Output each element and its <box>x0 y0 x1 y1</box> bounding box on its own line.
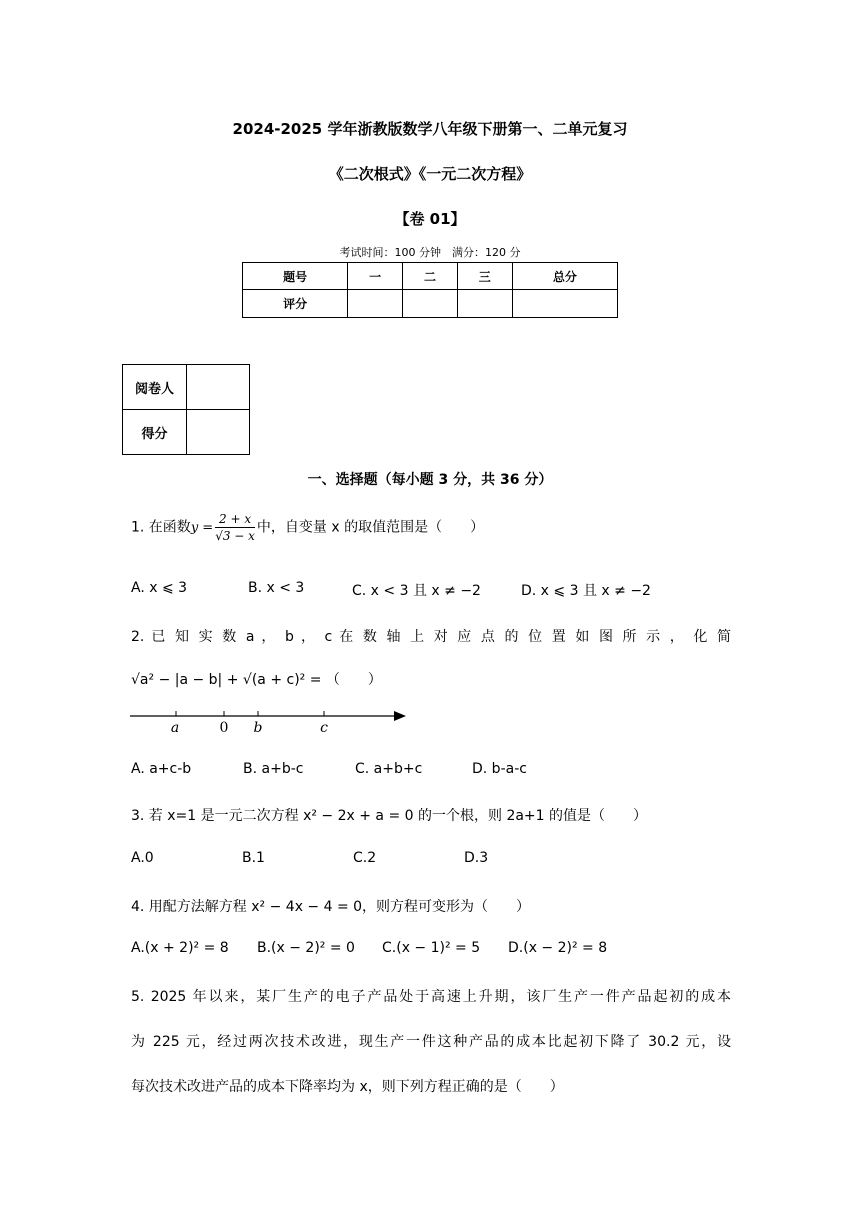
q2-option-c: C. a+b+c <box>355 761 423 777</box>
q1-option-d: D. x ⩽ 3 且 x ≠ −2 <box>521 583 651 599</box>
q2-options <box>0 761 860 783</box>
q2-line1: 2. 已 知 实 数 a ， b ， c 在 数 轴 上 对 应 点 的 位 置 如 图 所 示 ， 化 简 <box>131 629 731 645</box>
q5-line1: 5. 2025 年以来，某厂生产的电子产品处于高速上升期，该厂生产一件产品起初的成本 <box>131 989 731 1005</box>
q4-option-a: A.(x + 2)² = 8 <box>131 940 229 956</box>
score-table-row-label: 评分 <box>243 290 348 318</box>
label-0: 0 <box>219 720 229 736</box>
score-cell <box>403 290 458 318</box>
q4-options <box>0 940 860 962</box>
q1-prefix: 1. 在函数 <box>131 519 191 536</box>
exam-title-line1: 2024-2025 学年浙教版数学八年级下册第一、二单元复习 <box>232 120 628 138</box>
score-table-header: 一 <box>348 263 403 290</box>
label-b: b <box>253 720 263 736</box>
section1-heading: 一、选择题（每小题 3 分，共 36 分） <box>307 472 553 488</box>
q1-y-eq: y = <box>190 520 214 536</box>
q3-option-a: A.0 <box>131 850 154 866</box>
grader-cell <box>187 365 250 410</box>
q3-option-d: D.3 <box>464 850 489 866</box>
label-a: a <box>170 720 180 736</box>
q2-option-a: A. a+c-b <box>131 761 192 777</box>
exam-info: 考试时间：100 分钟 满分：120 分 <box>339 246 521 259</box>
grader-score-label: 得分 <box>123 410 187 455</box>
q5-line2: 为 225 元，经过两次技术改进，现生产一件这种产品的成本比起初下降了 30.2 元，设 <box>131 1034 731 1050</box>
q2-line2: √a² − |a − b| + √(a + c)² = （ ） <box>131 672 382 688</box>
score-table-row <box>243 290 618 318</box>
score-table-header: 三 <box>457 263 512 290</box>
score-table-header: 题号 <box>243 263 348 290</box>
score-cell <box>457 290 512 318</box>
number-line <box>128 704 412 738</box>
exam-title-line3: 【卷 01】 <box>394 210 466 228</box>
q4-option-b: B.(x − 2)² = 0 <box>257 940 355 956</box>
grader-score-cell <box>187 410 250 455</box>
q1-numerator: 2 + x <box>215 512 255 528</box>
q3-option-c: C.2 <box>353 850 377 866</box>
number-line-arrow-icon <box>394 711 406 721</box>
q1-option-a: A. x ⩽ 3 <box>131 580 188 596</box>
score-cell <box>348 290 403 318</box>
question-1 <box>131 512 731 543</box>
q1-suffix: 中，自变量 x 的取值范围是（ ） <box>256 519 485 536</box>
score-table <box>242 262 618 318</box>
label-c: c <box>320 720 328 736</box>
score-table-header: 总分 <box>512 263 617 290</box>
q2-option-b: B. a+b-c <box>243 761 304 777</box>
q1-denominator: √3 − x <box>215 529 255 543</box>
q3-options <box>0 850 860 872</box>
score-table-header-row <box>243 263 618 290</box>
q1-option-c: C. x < 3 且 x ≠ −2 <box>352 583 481 599</box>
q4-option-d: D.(x − 2)² = 8 <box>508 940 608 956</box>
q5-line3: 每次技术改进产品的成本下降率均为 x，则下列方程正确的是（ ） <box>131 1079 564 1095</box>
score-cell <box>512 290 617 318</box>
q2-option-d: D. b-a-c <box>472 761 527 777</box>
q1-fraction <box>215 512 255 543</box>
q4-option-c: C.(x − 1)² = 5 <box>382 940 481 956</box>
grader-table <box>122 364 250 455</box>
grader-label: 阅卷人 <box>123 365 187 410</box>
q1-options <box>0 580 860 602</box>
q1-option-b: B. x < 3 <box>248 580 305 596</box>
q3-text: 3. 若 x=1 是一元二次方程 x² − 2x + a = 0 的一个根，则 2a+1 的值是（ ） <box>131 808 648 824</box>
q4-text: 4. 用配方法解方程 x² − 4x − 4 = 0，则方程可变形为（ ） <box>131 899 531 915</box>
q3-option-b: B.1 <box>242 850 265 866</box>
exam-title-line2: 《二次根式》《一元二次方程》 <box>328 165 532 183</box>
score-table-header: 二 <box>403 263 458 290</box>
